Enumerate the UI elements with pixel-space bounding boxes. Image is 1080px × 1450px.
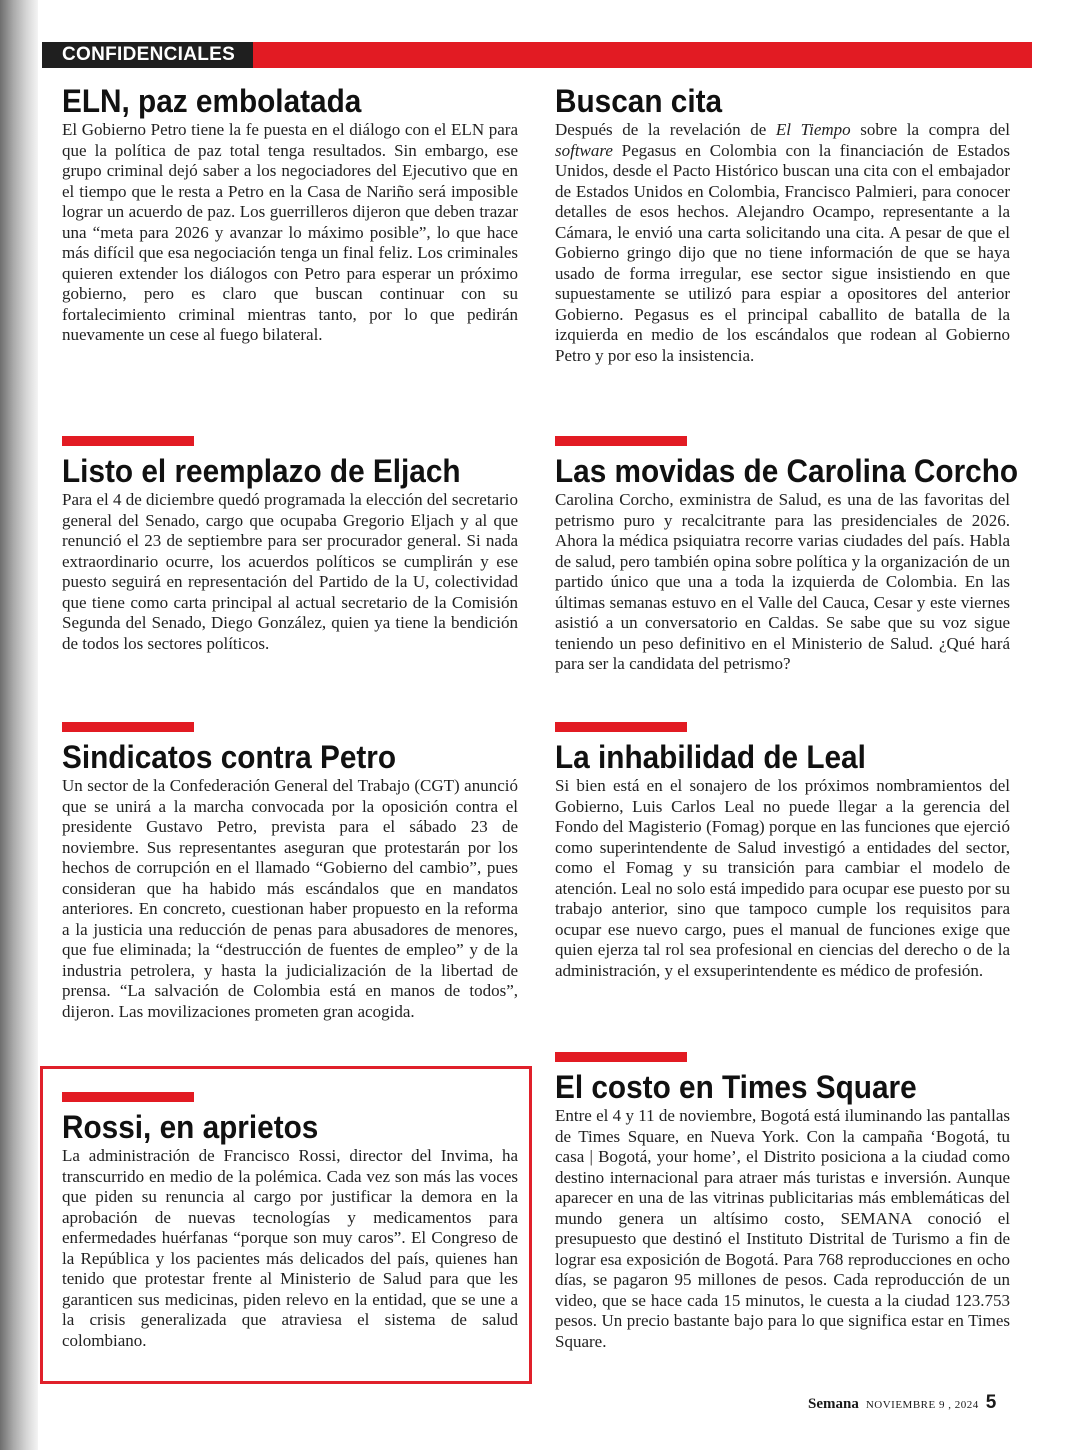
article-headline: El costo en Times Square [555,1069,917,1105]
article-headline: Rossi, en aprietos [62,1109,319,1145]
article-body: El Gobierno Petro tiene la fe puesta en el diálogo con el ELN para que la política de paz total tenga resultados. Sin embargo, ese grupo criminal dejó saber a los negociadores del Ejecutivo que en el tiempo que le resta a Petro en la Casa de Nariño será imposible lograr un acuerdo de paz. Los guerrilleros dijeron que deben trazar una “meta para 2026 y avanzar lo máximo posible”, lo que hace más difícil que esa negociación tenga un final feliz. Los criminales quieren extender los diálogos con Petro para esperar un próximo gobierno, pero es claro que buscan continuar con su fortalecimiento criminal mientras tanto, por lo que pedirán nuevamente un cese al fuego bilateral. [62,120,518,344]
article-body: Carolina Corcho, exministra de Salud, es una de las favoritas del petrismo puro y recalcitrante para las presidenciales de 2026. Ahora la médica psiquiatra recorre varias ciudades del país. Habla de salud, pero también opina sobre política y la organización de un partido único que una a toda la izquierda de Colombia. En las últimas semanas estuvo en el Valle del Cauca, Cesar y este viernes asistió a un conversatorio en Caldas. Se sabe que su voz sigue teniendo un peso definitivo en el Ministerio de Salud. ¿Qué hará para ser la candidata del petrismo? [555,490,1010,673]
accent-rule [62,722,194,732]
body-text-run: sobre la compra del [850,120,1011,139]
page-binding-shadow [0,0,38,1450]
article-body [555,120,1010,366]
article-headline: La inhabilidad de Leal [555,739,866,775]
article-sindicatos [62,722,518,1022]
article-eljach [62,436,518,654]
article-headline: ELN, paz embolatada [62,83,362,119]
article-body: Entre el 4 y 11 de noviembre, Bogotá está iluminando las pantallas de Times Square, en Nueva York. Con la campaña ‘Bogotá, tu casa | Bogotá, your home’, el Distrito posiciona a la ciudad como destino internacional para atraer más turistas e inversión. Aunque aparecer en una de las vitrinas publicitarias más emblemáticas del mundo genera un altísimo costo, SEMANA conoció el presupuesto que destinó el Instituto Distrital de Turismo a fin de lograr esa exposición de Bogotá. Para 768 reproducciones en ocho días, se pagaron 95 millones de pesos. Cada reproducción de un video, que se hace cada 15 minutos, le cuesta a la ciudad 123.753 pesos. Un precio bastante bajo para lo que significa estar en Times Square. [555,1106,1010,1351]
article-body: La administración de Francisco Rossi, director del Invima, ha transcurrido en medio de la polémica. Cada vez son más las voces que piden su renuncia al cargo por justificar la demora en la aprobación de nuevas tecnologías y medicamentos para enfermedades huérfanas “porque son muy caros”. El Congreso de la República y los pacientes más delicados del país, quienes han tenido que protestar frente al Ministerio de Salud para que les garanticen sus medicinas, piden relevo en la entidad, que se une a la crisis generalizada que atraviesa el sistema de salud colombiano. [62,1146,518,1350]
italic-term: software [555,140,613,160]
accent-rule [555,436,687,446]
highlight-box [40,1066,532,1384]
italic-publication-name: El Tiempo [775,120,851,139]
page-folio [808,1392,996,1414]
page-number: 5 [985,1392,997,1413]
issue-date: NOVIEMBRE 9 , 2024 [865,1399,979,1411]
accent-rule [62,436,194,446]
article-corcho [555,436,1019,675]
article-body: Un sector de la Confederación General del Trabajo (CGT) anunció que se unirá a la marcha convocada por la oposición contra el presidente Gustavo Petro, prevista para el sábado 23 de noviembre. Sus representantes aseguran que protestarán por los hechos de corrupción en el llamado “Gobierno del cambio”, pues consideran que ha habido más escándalos que en mandatos anteriores. En concreto, cuestionan haber propuesto en la reforma a la justicia una reducción de penas para abusadores de menores, que fue eliminada; la “destrucción de fuentes de empleo” y de la industria petrolera, y hasta la judicialización de la libertad de prensa. “La salvación de Colombia está en manos de todos”, dijeron. Las movilizaciones prometen gran acogida. [62,776,518,1021]
article-headline: Las movidas de Carolina Corcho [555,453,1019,489]
article-body: Para el 4 de diciembre quedó programada la elección del secretario general del Senado, cargo que ocupaba Gregorio Eljach y al que renunció el 23 de septiembre para ser procurador general. Si nada extraordinario ocurre, los acuerdos políticos se cumplirán y ese puesto seguirá en representación del Partido de la U, colectividad que tiene como carta principal al actual secretario de la Comisión Segunda del Senado, Diego González, quien ya tiene la bendición de todos los sectores políticos. [62,490,518,653]
article-headline: Sindicatos contra Petro [62,739,397,775]
magazine-name: Semana [808,1396,859,1412]
article-body: Si bien está en el sonajero de los próximos nombramientos del Gobierno, Luis Carlos Leal no puede llegar a la gerencia del Fondo del Magisterio (Fomag) porque en las funciones que ejerció como superintendente de Salud investigó a entidades del sector, como el Fomag y su transición para cambiar el modelo de atención. Leal no solo está impedido para ocupar ese puesto por su trabajo anterior, sino que tampoco cumple los requisitos para ocupar ese nuevo cargo, pues el manual de funciones exige que quien ejerza tal rol sea profesional en ciencias del derecho o de la administración, y el exsuperintendente es médico de profesión. [555,776,1010,980]
article-eln [62,84,518,346]
article-times-square [555,1052,1010,1352]
accent-rule [555,722,687,732]
section-title: CONFIDENCIALES [42,42,253,68]
article-headline: Listo el reemplazo de Eljach [62,453,461,489]
body-text-run: Después de la revelación de [555,120,776,139]
article-buscan-cita [555,84,1010,366]
article-headline: Buscan cita [555,83,723,119]
body-text-run: Pegasus en Colombia con la financiación de Estados Unidos, desde el Pacto Histórico buscan una cita con el embajador de Estados Unidos en Colombia, Francisco Palmieri, para conocer detalles de esos hechos. Alejandro Ocampo, representante a la Cámara, le envió una carta solicitando una cita. A pesar de que el Gobierno gringo dijo que no tiene información de que se haya usado de forma irregular, ese sector sigue insistiendo en que supuestamente se utilizó para espiar a opositores del anterior Gobierno. Pegasus es el principal caballito de batalla de la izquierda en medio de los escándalos que rodean al Gobierno Petro y por eso la insistencia. [555,140,1010,365]
article-leal [555,722,1010,981]
accent-rule [555,1052,687,1062]
